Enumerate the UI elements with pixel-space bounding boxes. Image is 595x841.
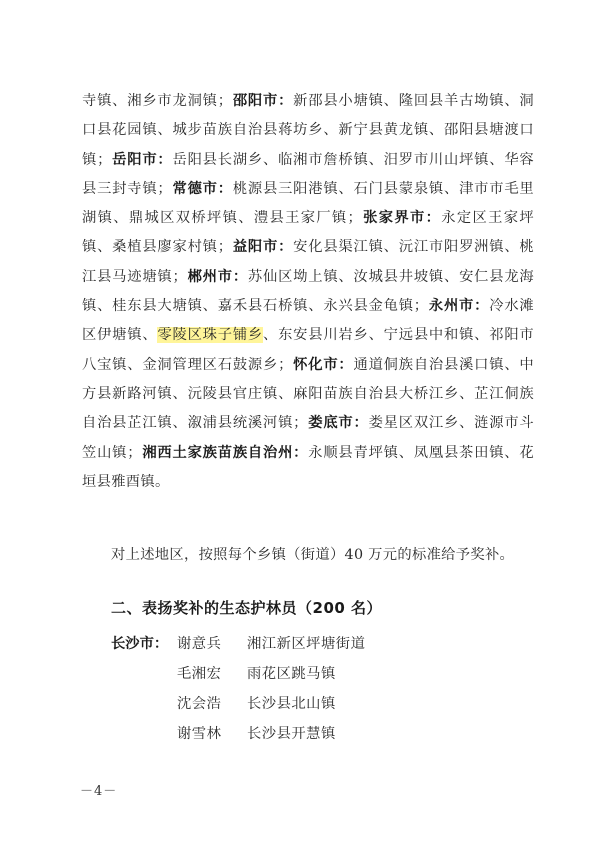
city-label: 邵阳市： [232,93,294,109]
town-list-text: 寺镇、湘乡市龙洞镇； [82,93,233,109]
ranger-location: 雨花区跳马镇 [247,666,336,682]
city-label: 岳阳市： [111,151,173,168]
paragraph-subsidy-standard: 对上述地区，按照每个乡镇（街道）40 万元的标准给予奖补。 [111,547,515,563]
ranger-location: 湘江新区坪塘街道 [247,636,366,652]
city-label: 张家界市： [362,210,442,227]
town-list-text: 通道侗族自治县溪口镇、中方县新路河镇、沅陵县官庄镇、麻阳苗族自治县大桥江乡、芷江侗族自治县芷江镇、溆浦县统溪河镇； [82,356,535,432]
ranger-name: 谢雪林 [177,726,222,742]
town-list-text: 新邵县小塘镇、隆回县羊古坳镇、洞口县花园镇、城步苗族自治县蒋坊乡、新宁县黄龙镇、邵阳县塘渡口镇； [82,93,535,168]
highlighted-text: 零陵区珠子铺乡 [157,327,263,344]
city-label: 娄底市： [307,415,369,432]
page-number: －4－ [80,784,118,799]
town-list-text: 、东安县川岩乡、宁远县中和镇、祁阳市八宝镇、金洞管理区石鼓源乡； [82,327,534,373]
section-heading: 二、表扬奖补的生态护林员（200 名） [111,599,383,617]
ranger-name: 沈会浩 [177,696,222,712]
city-label: 常德市： [172,180,233,197]
city-label: 湘西土家族苗族自治州： [141,444,309,461]
town-list-text: 安化县渠江镇、沅江市阳罗洲镇、桃江县马迹塘镇； [82,239,535,285]
town-list-text: 娄星区双江乡、涟源市斗笠山镇； [82,415,534,461]
ranger-name: 谢意兵 [177,636,222,652]
ranger-name: 毛湘宏 [177,666,222,682]
town-list-text: 冷水滩区伊塘镇、 [82,298,534,344]
town-list-text: 桃源县三阳港镇、石门县蒙泉镇、津市市毛里湖镇、鼎城区双桥坪镇、澧县王家厂镇； [82,180,535,227]
town-list-text: 岳阳县长湖乡、临湘市詹桥镇、汨罗市川山坪镇、华容县三封寺镇； [82,151,535,197]
ranger-location: 长沙县北山镇 [247,696,336,712]
town-list-text: 永定区王家坪镇、桑植县廖家村镇； [82,210,534,256]
city-label: 益阳市： [232,239,294,256]
city-label: 长沙市： [111,636,169,652]
ranger-location: 长沙县开慧镇 [247,726,336,742]
town-list-text: 永顺县青坪镇、凤凰县茶田镇、花垣县雅酉镇。 [82,444,534,490]
city-label: 永州市： [428,298,490,315]
paragraph-subsidized-towns [82,87,534,497]
town-list-text: 苏仙区坳上镇、汝城县井坡镇、安仁县龙海镇、桂东县大塘镇、嘉禾县石桥镇、永兴县金龟镇； [82,268,534,315]
city-label: 怀化市： [292,356,354,373]
city-label: 郴州市： [187,268,248,285]
